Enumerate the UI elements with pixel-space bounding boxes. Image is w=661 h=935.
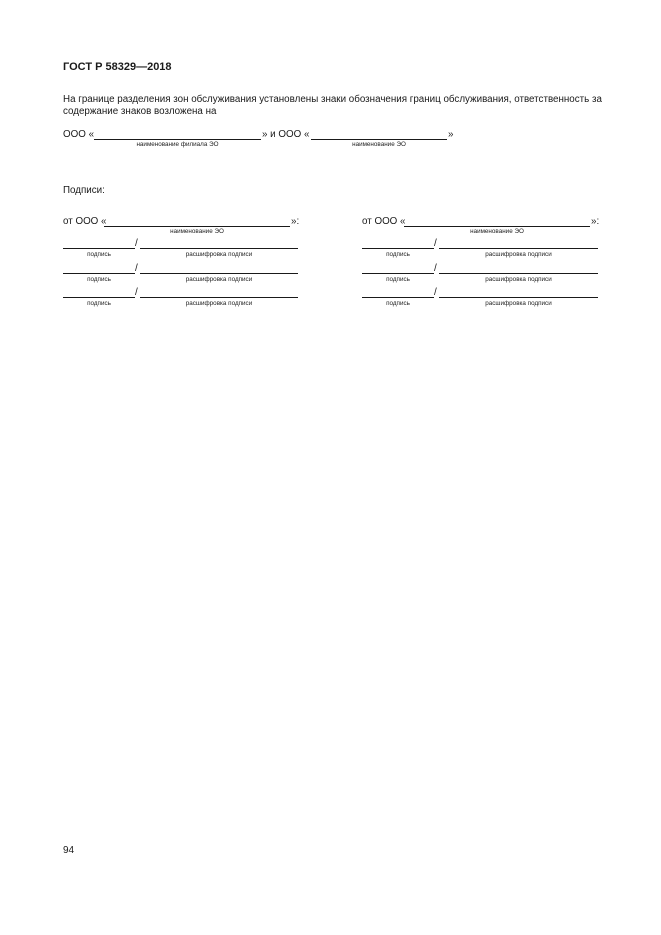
decode-caption: расшифровка подписи [185, 276, 253, 283]
slash: / [135, 263, 138, 274]
signature-caption: подпись [87, 300, 111, 307]
decode-blank [439, 248, 598, 249]
slash: / [434, 287, 437, 298]
decode-caption: расшифровка подписи [185, 300, 253, 307]
signature-blank [63, 273, 135, 274]
slash: / [135, 238, 138, 249]
signature-caption: подпись [386, 300, 410, 307]
slash: / [135, 287, 138, 298]
signature-caption: подпись [386, 276, 410, 283]
eo-name-caption: наименование ЭО [352, 141, 406, 148]
org-name-caption: наименование ЭО [470, 228, 524, 235]
org-suffix: »: [591, 216, 600, 227]
org-name-blank [104, 226, 290, 227]
org-suffix: » [448, 129, 454, 140]
signatures-label: Подписи: [63, 185, 105, 196]
decode-caption: расшифровка подписи [185, 251, 253, 258]
eo-name-blank [311, 139, 447, 140]
org-prefix: от ООО « [362, 216, 406, 227]
org-name-blank [404, 226, 590, 227]
page-number: 94 [63, 845, 75, 856]
signature-caption: подпись [386, 251, 410, 258]
document-title: ГОСТ Р 58329—2018 [63, 61, 172, 73]
branch-name-caption: наименование филиала ЭО [136, 141, 219, 148]
signature-blank [362, 273, 434, 274]
decode-caption: расшифровка подписи [485, 251, 552, 258]
org-middle: » и ООО « [262, 129, 310, 140]
signature-blank [362, 297, 434, 298]
org-name-caption: наименование ЭО [170, 228, 224, 235]
intro-paragraph: На границе разделения зон обслуживания установлены знаки обозначения границ обслуживания, ответственность за содержание знаков возложена на [63, 94, 602, 117]
decode-blank [439, 273, 598, 274]
signature-blank [63, 248, 135, 249]
signature-blank [63, 297, 135, 298]
signature-caption: подпись [87, 251, 111, 258]
org-suffix: »: [291, 216, 300, 227]
branch-name-blank [94, 139, 261, 140]
decode-blank [140, 273, 298, 274]
decode-blank [140, 248, 298, 249]
slash: / [434, 238, 437, 249]
decode-blank [140, 297, 298, 298]
org-prefix-1: ООО « [63, 129, 95, 140]
signature-blank [362, 248, 434, 249]
decode-blank [439, 297, 598, 298]
org-prefix: от ООО « [63, 216, 107, 227]
signature-caption: подпись [87, 276, 111, 283]
decode-caption: расшифровка подписи [485, 276, 552, 283]
decode-caption: расшифровка подписи [485, 300, 552, 307]
slash: / [434, 263, 437, 274]
